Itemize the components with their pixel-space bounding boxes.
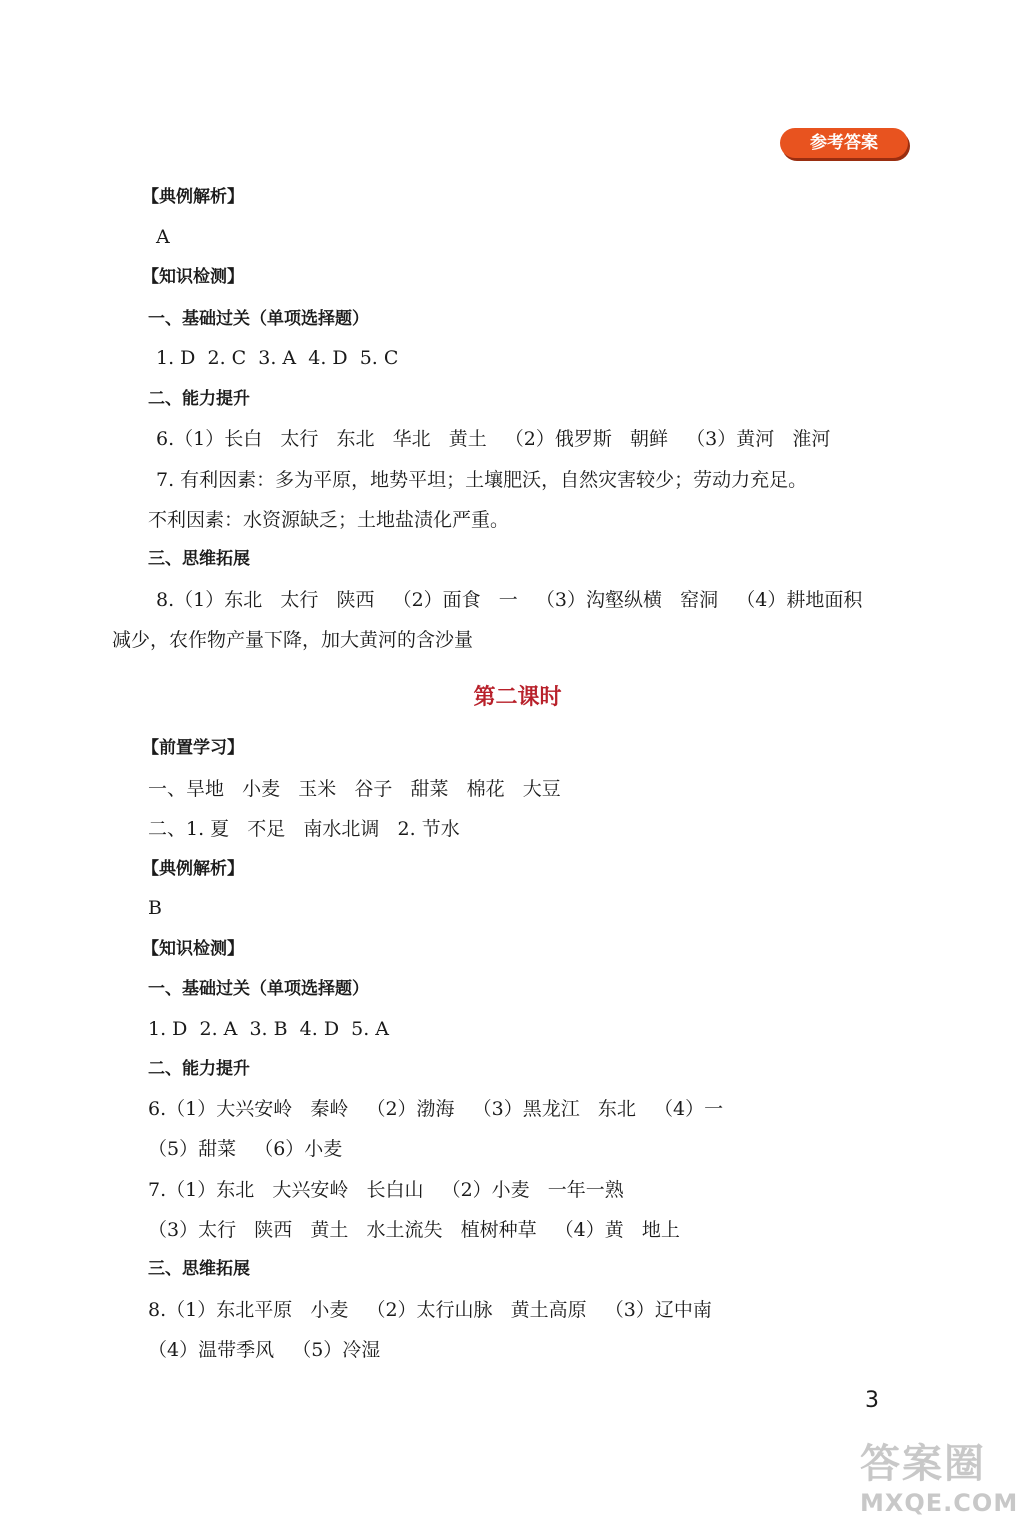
subheading-thinking: 三、思维拓展 (148, 1259, 250, 1279)
watermark-url: MXQE.COM (860, 1489, 1019, 1517)
answer-line: 6.（1）长白 太行 东北 华北 黄土 （2）俄罗斯 朝鲜 （3）黄河 淮河 (156, 428, 831, 450)
answer-line: 不利因素：水资源缺乏；土地盐渍化严重。 (148, 509, 510, 531)
answer-key-badge: 参考答案 (780, 128, 908, 158)
watermark (860, 1440, 1030, 1530)
answer-line: 一、旱地 小麦 玉米 谷子 甜菜 棉花 大豆 (148, 778, 561, 800)
answer-line: A (156, 226, 170, 248)
answer-line: （3）太行 陕西 黄土 水土流失 植树种草 （4）黄 地上 (148, 1219, 680, 1241)
answer-line: （4）温带季风 （5）冷湿 (148, 1339, 381, 1361)
subheading-ability: 二、能力提升 (148, 389, 250, 409)
subheading-basic: 一、基础过关（单项选择题） (148, 979, 369, 999)
answer-line: 减少，农作物产量下降，加大黄河的含沙量 (112, 629, 474, 651)
answer-line: 6.（1）大兴安岭 秦岭 （2）渤海 （3）黑龙江 东北 （4）一 (148, 1098, 724, 1120)
heading-example-analysis: 【典例解析】 (142, 859, 244, 879)
watermark-logo-text: 答案圈 (860, 1441, 986, 1487)
subheading-ability: 二、能力提升 (148, 1059, 250, 1079)
answer-line: 7. 有利因素：多为平原，地势平坦；土壤肥沃，自然灾害较少；劳动力充足。 (156, 469, 808, 491)
section-title: 第二课时 (473, 685, 562, 710)
heading-knowledge-check: 【知识检测】 (142, 939, 244, 959)
answer-line: 1. D 2. A 3. B 4. D 5. A (148, 1018, 390, 1040)
answer-line: （5）甜菜 （6）小麦 (148, 1138, 343, 1160)
heading-pre-study: 【前置学习】 (142, 738, 244, 758)
answer-line: 二、1. 夏 不足 南水北调 2. 节水 (148, 818, 460, 840)
subheading-basic: 一、基础过关（单项选择题） (148, 309, 369, 329)
answer-line: 7.（1）东北 大兴安岭 长白山 （2）小麦 一年一熟 (148, 1179, 624, 1201)
answer-line: 8.（1）东北平原 小麦 （2）太行山脉 黄土高原 （3）辽中南 (148, 1299, 712, 1321)
answer-line: B (148, 897, 162, 919)
answer-line: 8.（1）东北 太行 陕西 （2）面食 一 （3）沟壑纵横 窑洞 （4）耕地面积 (156, 589, 863, 611)
heading-knowledge-check: 【知识检测】 (142, 267, 244, 287)
page-number: 3 (865, 1388, 879, 1413)
answer-line: 1. D 2. C 3. A 4. D 5. C (156, 347, 399, 369)
subheading-thinking: 三、思维拓展 (148, 549, 250, 569)
heading-example-analysis: 【典例解析】 (142, 187, 244, 207)
